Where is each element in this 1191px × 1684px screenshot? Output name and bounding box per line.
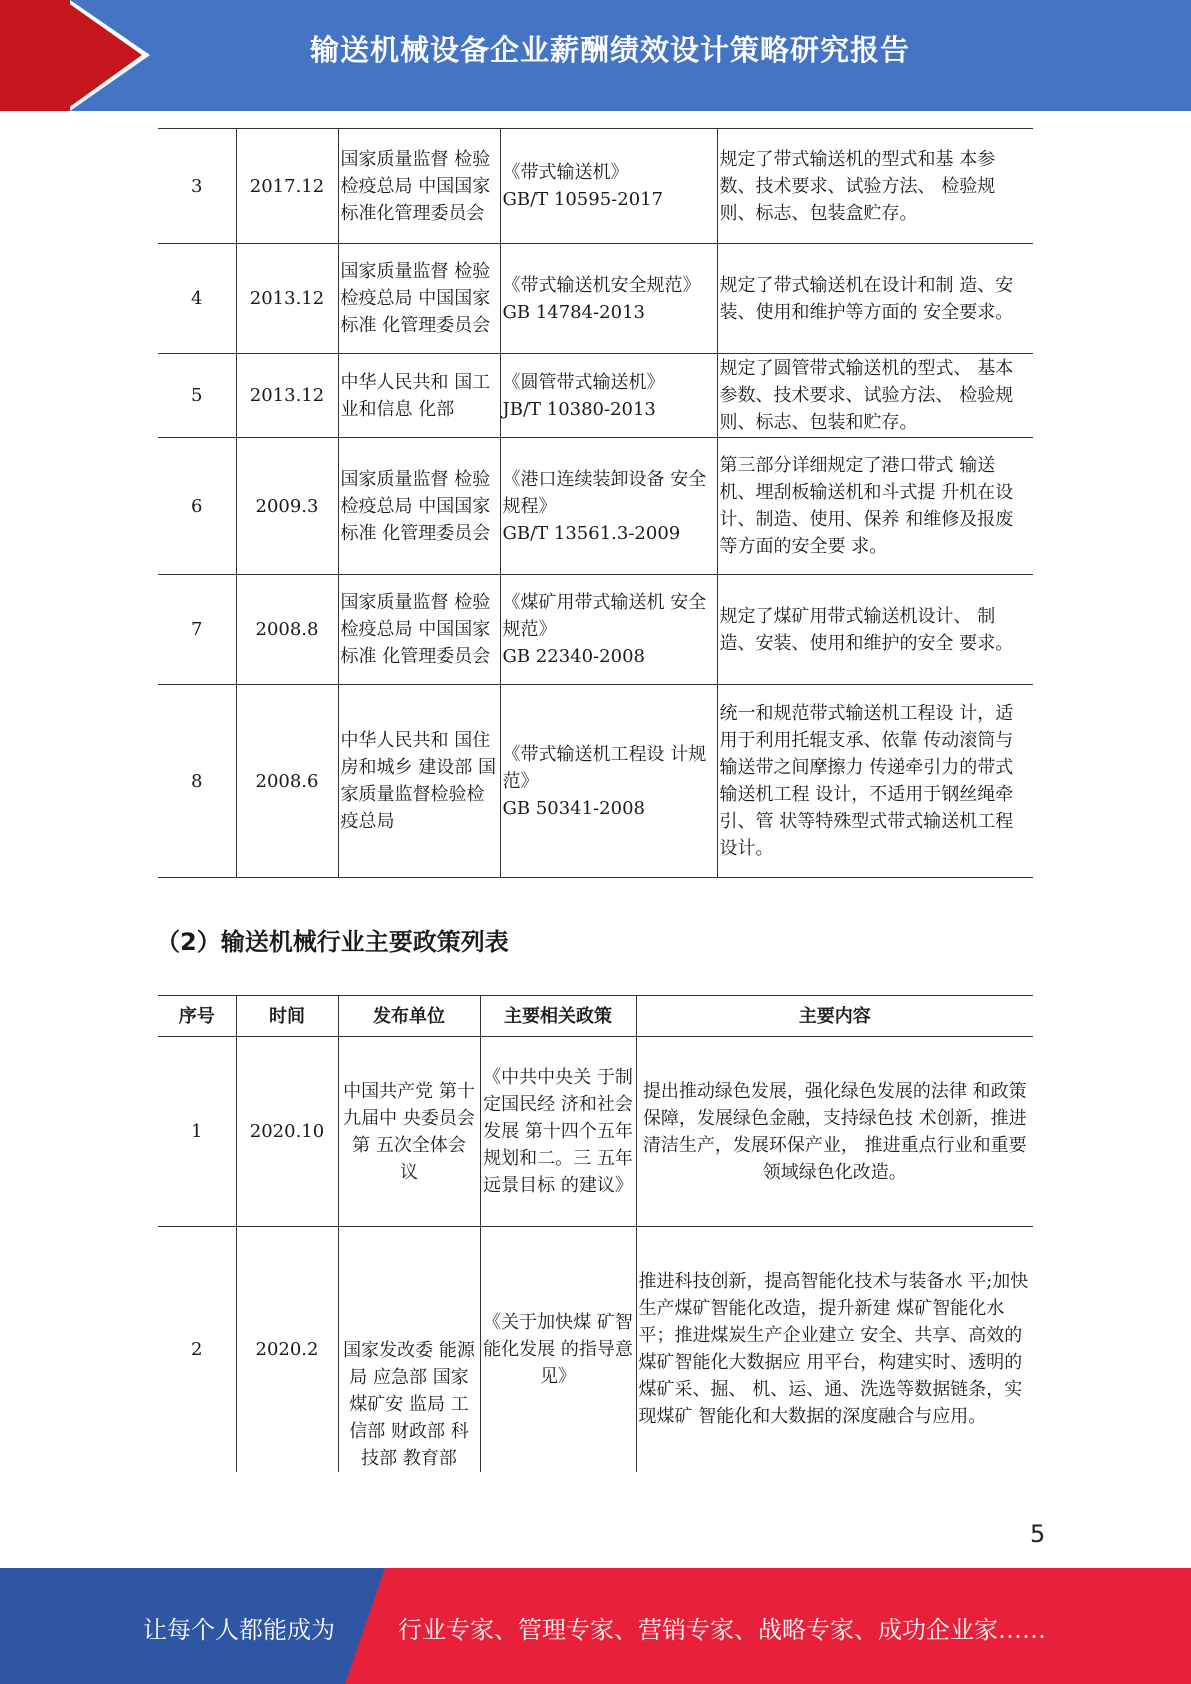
row-date: 2009.3 <box>236 438 338 575</box>
standards-table <box>158 128 1033 878</box>
table-row <box>158 685 1033 878</box>
table-row <box>158 1227 1033 1472</box>
document-name: 《圆管带式输送机》 <box>502 371 665 393</box>
table-row <box>158 354 1033 438</box>
column-header-issuer: 发布单位 <box>338 996 480 1037</box>
column-header-content: 主要内容 <box>636 996 1033 1037</box>
row-issuer: 国家质量监督 检验检疫总局 中国国家标准 化管理委员会 <box>338 438 500 575</box>
row-issuer: 国家发改委 能源局 应急部 国家煤矿安 监局 工信部 财政部 科技部 教育部 <box>338 1227 480 1472</box>
row-number: 2 <box>158 1227 236 1472</box>
document-code: GB/T 13561.3-2009 <box>502 522 681 544</box>
document-code: GB 50341-2008 <box>502 797 645 819</box>
row-number: 1 <box>158 1037 236 1227</box>
column-header-date: 时间 <box>236 996 338 1037</box>
row-document <box>500 244 717 354</box>
table-row <box>158 244 1033 354</box>
row-number: 7 <box>158 575 236 685</box>
document-code: JB/T 10380-2013 <box>502 398 656 420</box>
row-content: 规定了圆管带式输送机的型式、 基本参数、技术要求、试验方法、 检验规则、标志、包装和贮存。 <box>717 354 1033 438</box>
row-date: 2008.6 <box>236 685 338 878</box>
row-number: 8 <box>158 685 236 878</box>
document-code: GB/T 10595-2017 <box>502 189 664 210</box>
table-row <box>158 575 1033 685</box>
row-number: 5 <box>158 354 236 438</box>
document-name: 《港口连续装卸设备 安全规程》 <box>502 468 707 517</box>
row-document <box>500 438 717 575</box>
table-row <box>158 129 1033 244</box>
row-document <box>500 685 717 878</box>
row-document <box>500 129 717 244</box>
table-header-row <box>158 996 1033 1037</box>
row-issuer: 中华人民共和 国工业和信息 化部 <box>338 354 500 438</box>
page-number: 5 <box>1030 1520 1046 1548</box>
table-row <box>158 1037 1033 1227</box>
row-content: 规定了煤矿用带式输送机设计、 制造、安装、使用和维护的安全 要求。 <box>717 575 1033 685</box>
footer-slogan-left: 让每个人都能成为 <box>143 1616 335 1644</box>
header-banner <box>0 0 1191 111</box>
footer-slant-shape <box>345 1568 385 1684</box>
row-date: 2008.8 <box>236 575 338 685</box>
row-issuer: 国家质量监督 检验检疫总局 中国国家标准 化管理委员会 <box>338 244 500 354</box>
row-issuer: 国家质量监督 检验检疫总局 中国国家标准化管理委员会 <box>338 129 500 244</box>
header-red-block <box>0 0 70 111</box>
row-number: 6 <box>158 438 236 575</box>
row-issuer: 国家质量监督 检验检疫总局 中国国家标准 化管理委员会 <box>338 575 500 685</box>
row-policy: 《中共中央关 于制定国民经 济和社会发展 第十四个五年 规划和二。三 五年远景目标 的建议》 <box>480 1037 636 1227</box>
row-number: 3 <box>158 129 236 244</box>
footer-slogan-right: 行业专家、管理专家、营销专家、战略专家、成功企业家…… <box>398 1616 1046 1644</box>
policy-table <box>158 995 1033 1472</box>
row-date: 2020.10 <box>236 1037 338 1227</box>
row-date: 2013.12 <box>236 354 338 438</box>
row-date: 2013.12 <box>236 244 338 354</box>
document-name: 《煤矿用带式输送机 安全规范》 <box>502 592 707 640</box>
row-date: 2017.12 <box>236 129 338 244</box>
row-content: 提出推动绿色发展，强化绿色发展的法律 和政策保障，发展绿色金融，支持绿色技 术创新，推进清洁生产，发展环保产业， 推进重点行业和重要领域绿色化改造。 <box>636 1037 1033 1227</box>
header-chevron-inner-icon <box>64 0 142 111</box>
row-content: 第三部分详细规定了港口带式 输送机、埋刮板输送机和斗式提 升机在设计、制造、使用、保养 和维修及报废等方面的安全要 求。 <box>717 438 1033 575</box>
column-header-number: 序号 <box>158 996 236 1037</box>
document-name: 《带式输送机安全规范》 <box>502 274 701 296</box>
row-content: 推进科技创新，提高智能化技术与装备水 平;加快生产煤矿智能化改造，提升新建 煤矿智能化水平；推进煤炭生产企业建立 安全、共享、高效的煤矿智能化大数据应 用平台，构建实时、透明的煤矿采、掘、 机、运、通、洗选等数据链条，实现煤矿 智能化和大数据的深度融合与应用。 <box>638 1271 1029 1428</box>
row-document <box>500 354 717 438</box>
row-document <box>500 575 717 685</box>
column-header-policy: 主要相关政策 <box>480 996 636 1037</box>
row-number: 4 <box>158 244 236 354</box>
section-heading: （2）输送机械行业主要政策列表 <box>156 928 509 956</box>
row-content: 统一和规范带式输送机工程设 计，适用于利用托辊支承、依靠 传动滚筒与输送带之间摩擦力 传递牵引力的带式输送机工程 设计，不适用于钢丝绳牵引、管 状等特殊型式带式输送机工程 设计。 <box>717 685 1033 878</box>
row-issuer: 中国共产党 第十九届中 央委员会第 五次全体会 议 <box>338 1037 480 1227</box>
document-code: GB 22340-2008 <box>502 646 645 667</box>
footer-banner <box>0 1568 1191 1684</box>
row-content: 规定了带式输送机的型式和基 本参数、技术要求、试验方法、 检验规则、标志、包装盒贮存。 <box>717 129 1033 244</box>
row-policy: 《关于加快煤 矿智能化发展 的指导意见》 <box>480 1227 636 1472</box>
row-content: 规定了带式输送机在设计和制 造、安装、使用和维护等方面的 安全要求。 <box>717 244 1033 354</box>
document-name: 《带式输送机》 <box>502 162 629 183</box>
table-row <box>158 438 1033 575</box>
document-name: 《带式输送机工程设 计规范》 <box>502 743 707 792</box>
row-date: 2020.2 <box>236 1227 338 1472</box>
report-title: 输送机械设备企业薪酬绩效设计策略研究报告 <box>309 33 910 67</box>
document-code: GB 14784-2013 <box>502 301 645 323</box>
row-issuer: 中华人民共和 国住房和城乡 建设部 国家质量监督检验检疫总局 <box>338 685 500 878</box>
